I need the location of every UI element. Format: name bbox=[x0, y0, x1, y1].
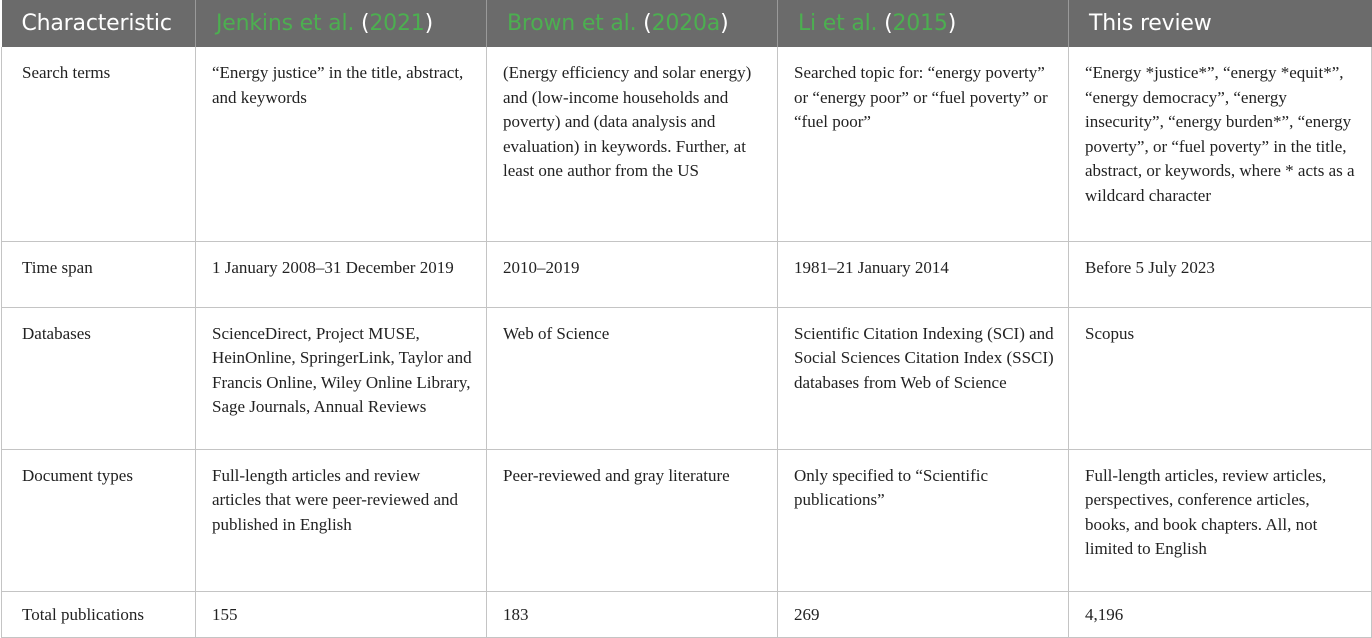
cell-this-review: 4,196 bbox=[1069, 591, 1372, 637]
li-year-link[interactable]: 2015 bbox=[892, 11, 948, 36]
cell-li: 269 bbox=[778, 591, 1069, 637]
li-author-link[interactable]: Li et al. bbox=[798, 11, 878, 36]
cell-brown: Web of Science bbox=[487, 307, 778, 449]
row-label: Databases bbox=[2, 307, 196, 449]
cell-brown: (Energy efficiency and solar energy) and (low-income households and poverty) and (data analysis and evaluation) in keywords. Further, at least one author from the US bbox=[487, 47, 778, 241]
cell-this-review: Full-length articles, review articles, perspectives, conference articles, books, and book chapters. All, not limited to English bbox=[1069, 449, 1372, 591]
jenkins-author-link[interactable]: Jenkins et al. bbox=[216, 11, 355, 36]
row-label: Document types bbox=[2, 449, 196, 591]
brown-year-link[interactable]: 2020a bbox=[651, 11, 721, 36]
cell-this-review: Scopus bbox=[1069, 307, 1372, 449]
cell-jenkins: Full-length articles and review articles that were peer-reviewed and published in English bbox=[196, 449, 487, 591]
row-label: Total publications bbox=[2, 591, 196, 637]
cell-brown: 183 bbox=[487, 591, 778, 637]
header-row bbox=[2, 0, 1372, 47]
cell-jenkins: 1 January 2008–31 December 2019 bbox=[196, 241, 487, 307]
cell-brown: Peer-reviewed and gray literature bbox=[487, 449, 778, 591]
cell-jenkins: ScienceDirect, Project MUSE, HeinOnline, SpringerLink, Taylor and Francis Online, Wiley Online Library, Sage Journals, Annual Reviews bbox=[196, 307, 487, 449]
header-characteristic: Characteristic bbox=[2, 0, 196, 47]
cell-brown: 2010–2019 bbox=[487, 241, 778, 307]
cell-this-review: Before 5 July 2023 bbox=[1069, 241, 1372, 307]
row-label: Time span bbox=[2, 241, 196, 307]
table-row-search-terms bbox=[2, 47, 1372, 241]
table-row-document-types bbox=[2, 449, 1372, 591]
header-jenkins: Jenkins et al. (2021) bbox=[196, 0, 487, 47]
table-row-total-publications bbox=[2, 591, 1372, 637]
brown-author-link[interactable]: Brown et al. bbox=[507, 11, 637, 36]
cell-li: Searched topic for: “energy poverty” or “energy poor” or “fuel poverty” or “fuel poor” bbox=[778, 47, 1069, 241]
table-row-databases bbox=[2, 307, 1372, 449]
cell-this-review: “Energy *justice*”, “energy *equit*”, “energy democracy”, “energy insecurity”, “energy burden*”, “energy poverty”, or “fuel poverty” in the title, abstract, or keywords, where * acts as a wildcard character bbox=[1069, 47, 1372, 241]
cell-jenkins: 155 bbox=[196, 591, 487, 637]
row-label: Search terms bbox=[2, 47, 196, 241]
cell-li: Only specified to “Scientific publications” bbox=[778, 449, 1069, 591]
cell-li: Scientific Citation Indexing (SCI) and Social Sciences Citation Index (SSCI) databases from Web of Science bbox=[778, 307, 1069, 449]
header-this-review: This review bbox=[1069, 0, 1372, 47]
jenkins-year-link[interactable]: 2021 bbox=[369, 11, 425, 36]
cell-jenkins: “Energy justice” in the title, abstract, and keywords bbox=[196, 47, 487, 241]
comparison-table bbox=[1, 0, 1372, 638]
table-row-time-span bbox=[2, 241, 1372, 307]
cell-li: 1981–21 January 2014 bbox=[778, 241, 1069, 307]
header-li: Li et al. (2015) bbox=[778, 0, 1069, 47]
header-brown: Brown et al. (2020a) bbox=[487, 0, 778, 47]
